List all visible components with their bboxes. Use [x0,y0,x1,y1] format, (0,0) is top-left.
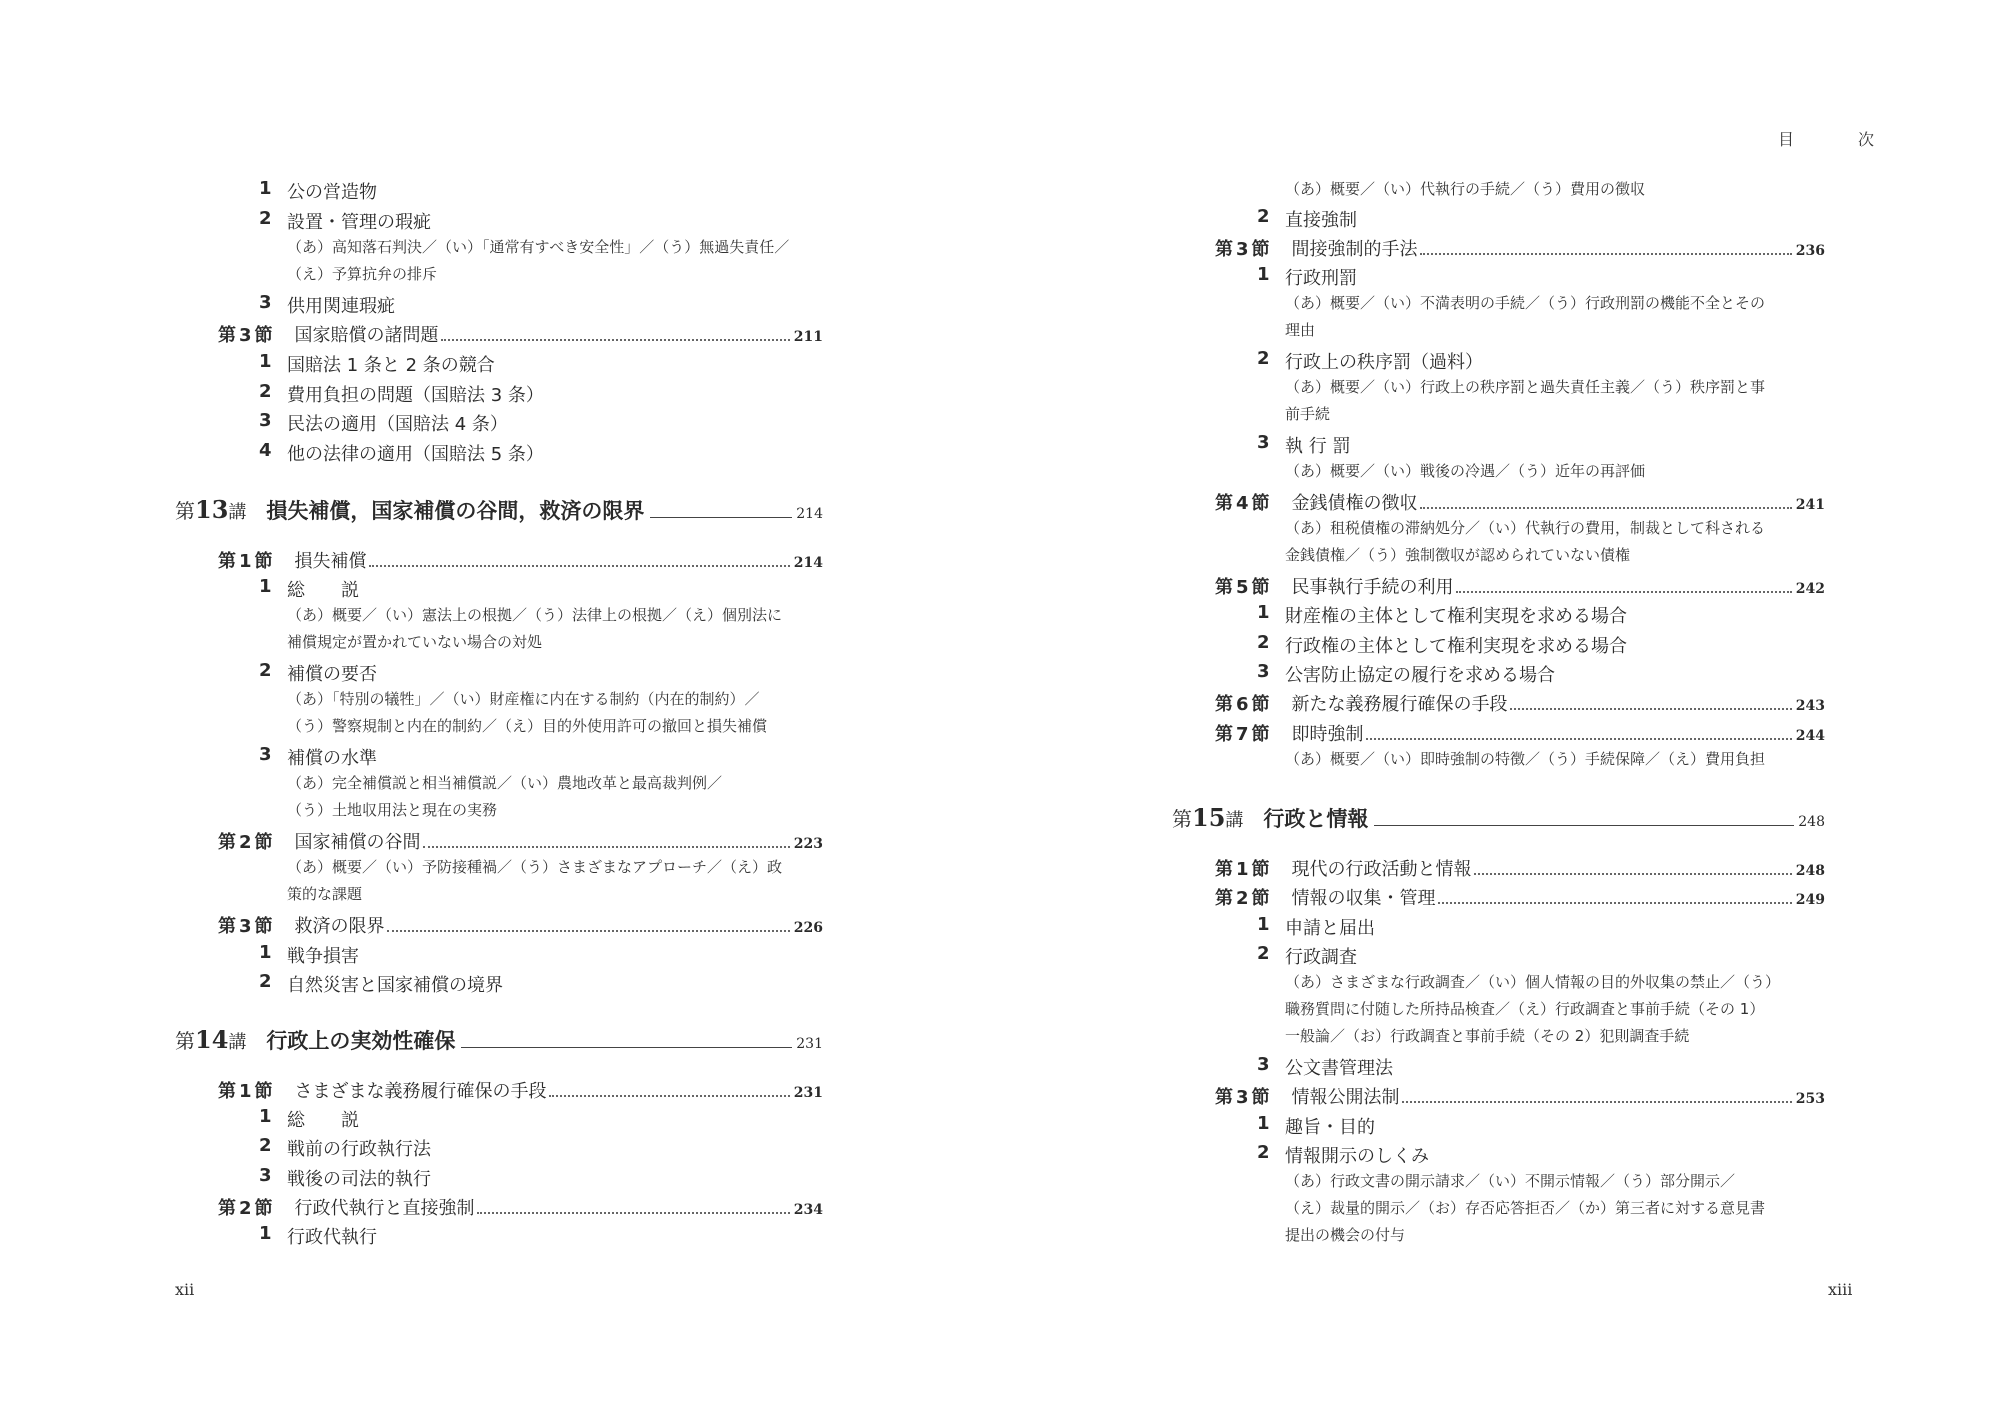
toc-subitems: （え）予算抗弁の排斥 [287,265,438,283]
toc-item: 2 設置・管理の瑕疵 [259,208,431,233]
toc-item: 2 直接強制 [1257,206,1357,231]
toc-item: 1 総 説 [259,576,359,601]
toc-item: 3 補償の水準 [259,744,377,769]
toc-item: 1 国賠法 1 条と 2 条の競合 [259,351,495,376]
toc-subitems: （あ）行政文書の開示請求／（い）不開示情報／（う）部分開示／ [1285,1172,1736,1190]
toc-subitems: 前手続 [1285,405,1331,423]
toc-item: 1 趣旨・目的 [1257,1113,1375,1138]
toc-item: 1 財産権の主体として権利実現を求める場合 [1257,602,1627,627]
toc-chapter: 第 13 講 損失補償，国家補償の谷間，救済の限界 214 [175,495,823,524]
toc-item: 2 戦前の行政執行法 [259,1135,431,1160]
toc-section: 第 5 節 民事執行手続の利用 242 [1215,577,1825,598]
toc-item: 2 行政権の主体として権利実現を求める場合 [1257,632,1627,657]
toc-item: 1 公の営造物 [259,178,377,203]
toc-subitems: 補償規定が置かれていない場合の対処 [287,633,543,651]
toc-item: 1 行政刑罰 [1257,264,1357,289]
toc-item: 3 供用関連瑕疵 [259,292,395,317]
toc-item: 2 行政上の秩序罰（過料） [1257,348,1483,373]
toc-subitems: 策的な課題 [287,885,363,903]
toc-section: 第 3 節 国家賠償の諸問題 211 [218,325,823,346]
toc-subitems: （あ）概要／（い）不満表明の手続／（う）行政刑罰の機能不全とその [1285,294,1766,312]
toc-section: 第 2 節 国家補償の谷間 223 [218,832,823,853]
toc-item: 1 戦争損害 [259,942,359,967]
toc-item: 1 申請と届出 [1257,914,1375,939]
toc-subitems: （え）裁量的開示／（お）存否応答拒否／（か）第三者に対する意見書 [1285,1199,1766,1217]
toc-item: 3 公文書管理法 [1257,1054,1393,1079]
toc-chapter: 第 15 講 行政と情報 248 [1172,803,1825,832]
toc-subitems: （う）警察規制と内在的制約／（え）目的外使用許可の撤回と損失補償 [287,717,768,735]
toc-item: 3 公害防止協定の履行を求める場合 [1257,661,1555,686]
toc-item: 2 行政調査 [1257,943,1357,968]
page-number-left: xii [175,1280,195,1299]
toc-section: 第 6 節 新たな義務履行確保の手段 243 [1215,694,1825,715]
toc-item: 3 民法の適用（国賠法 4 条） [259,410,508,435]
toc-section: 第 4 節 金銭債権の徴収 241 [1215,493,1825,514]
toc-subitems: （あ）概要／（い）行政上の秩序罰と過失責任主義／（う）秩序罰と事 [1285,378,1766,396]
toc-subitems: （う）土地収用法と現在の実務 [287,801,498,819]
toc-subitems: （あ）概要／（い）憲法上の根拠／（う）法律上の根拠／（え）個別法に [287,606,783,624]
toc-item: 1 行政代執行 [259,1223,377,1248]
toc-section: 第 1 節 さまざまな義務履行確保の手段 231 [218,1081,823,1102]
toc-item: 2 自然災害と国家補償の境界 [259,971,503,996]
toc-section: 第 7 節 即時強制 244 [1215,724,1825,745]
toc-item: 3 執 行 罰 [1257,432,1351,457]
toc-section: 第 1 節 現代の行政活動と情報 248 [1215,859,1825,880]
toc-section: 第 3 節 救済の限界 226 [218,916,823,937]
toc-section: 第 2 節 行政代執行と直接強制 234 [218,1198,823,1219]
toc-section: 第 3 節 間接強制的手法 236 [1215,239,1825,260]
toc-item: 4 他の法律の適用（国賠法 5 条） [259,440,544,465]
toc-item: 3 戦後の司法的執行 [259,1165,431,1190]
running-header: 目 次 [1778,130,1899,149]
toc-section: 第 1 節 損失補償 214 [218,551,823,572]
toc-subitems: 一般論／（お）行政調査と事前手続（その 2）犯則調査手続 [1285,1027,1690,1045]
toc-item: 2 情報開示のしくみ [1257,1142,1429,1167]
toc-subitems: （あ）さまざまな行政調査／（い）個人情報の目的外収集の禁止／（う） [1285,973,1781,991]
toc-item: 1 総 説 [259,1106,359,1131]
toc-subitems: （あ）概要／（い）戦後の冷遇／（う）近年の再評価 [1285,462,1646,480]
toc-subitems: （あ）概要／（い）即時強制の特徴／（う）手続保障／（え）費用負担 [1285,750,1766,768]
toc-subitems: （あ）租税債権の滞納処分／（い）代執行の費用，制裁として科される [1285,519,1766,537]
toc-item: 2 費用負担の問題（国賠法 3 条） [259,381,544,406]
toc-subitems: （あ）「特別の犠牲」／（い）財産権に内在する制約（内在的制約）／ [287,690,760,708]
toc-subitems: 理由 [1285,321,1316,339]
toc-subitems: 職務質問に付随した所持品検査／（え）行政調査と事前手続（その 1） [1285,1000,1765,1018]
toc-section: 第 2 節 情報の収集・管理 249 [1215,888,1825,909]
page-number-right: xiii [1828,1280,1853,1299]
toc-chapter: 第 14 講 行政上の実効性確保 231 [175,1025,823,1054]
toc-subitems: （あ）完全補償説と相当補償説／（い）農地改革と最高裁判例／ [287,774,723,792]
toc-item: 2 補償の要否 [259,660,377,685]
toc-subitems: （あ）概要／（い）予防接種禍／（う）さまざまなアプローチ／（え）政 [287,858,783,876]
toc-subitems: （あ）概要／（い）代執行の手続／（う）費用の徴収 [1285,180,1646,198]
toc-subitems: （あ）高知落石判決／（い）「通常有すべき安全性」／（う）無過失責任／ [287,238,790,256]
toc-subitems: 提出の機会の付与 [1285,1226,1406,1244]
toc-subitems: 金銭債権／（う）強制徴収が認められていない債権 [1285,546,1631,564]
toc-section: 第 3 節 情報公開法制 253 [1215,1087,1825,1108]
